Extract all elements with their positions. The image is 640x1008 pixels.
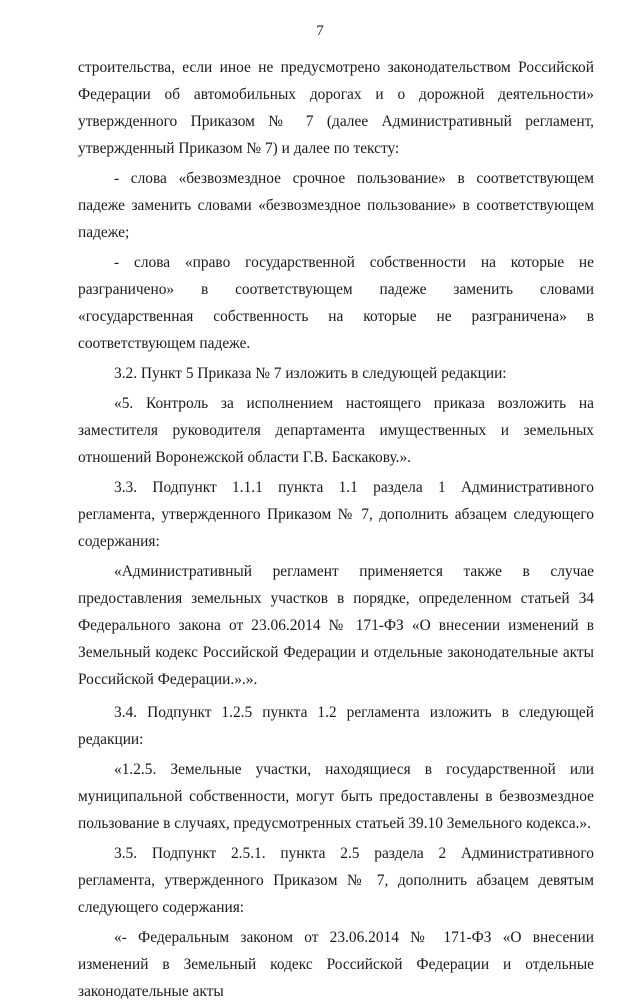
paragraph-7: «Административный регламент применяется также в случае предоставления земельных участков в порядке, определенном статьей 34 Федерального закона от 23.06.2014 № 171-ФЗ «О внесении изменений в Земельный кодекс Российской Федерации и отдельные законодательные акты Российской Федерации.».». [78, 563, 594, 688]
paragraph-8: 3.4. Подпункт 1.2.5 пункта 1.2 регламента изложить в следующей редакции: [78, 704, 594, 748]
paragraph-3: - слова «право государственной собственности на которые не разграничено» в соответствующем падеже заменить словами «государственная собственность на которые не разграничена» в соответствующем падеже. [78, 254, 594, 352]
page-number: 7 [316, 23, 324, 39]
paragraph-11: «- Федеральным законом от 23.06.2014 № 171-ФЗ «О внесении изменений в Земельный кодекс Российской Федерации и отдельные законодательные акты [78, 929, 594, 1000]
paragraph-5: «5. Контроль за исполнением настоящего приказа возложить на заместителя руководителя департамента имущественных и земельных отношений Воронежской области Г.В. Баскакову.». [78, 395, 594, 466]
paragraph-9: «1.2.5. Земельные участки, находящиеся в государственной или муниципальной собственности, могут быть предоставлены в безвозмездное пользование в случаях, предусмотренных статьей 39.10 Земельного кодекса.». [78, 761, 594, 832]
paragraph-10: 3.5. Подпункт 2.5.1. пункта 2.5 раздела 2 Административного регламента, утвержденного Приказом № 7, дополнить абзацем девятым следующего содержания: [78, 845, 594, 916]
paragraph-6: 3.3. Подпункт 1.1.1 пункта 1.1 раздела 1 Административного регламента, утвержденного Приказом № 7, дополнить абзацем следующего содержания: [78, 479, 594, 550]
paragraph-2: - слова «безвозмездное срочное пользование» в соответствующем падеже заменить словами «безвозмездное пользование» в соответствующем падеже; [78, 170, 594, 241]
paragraph-4: 3.2. Пункт 5 Приказа № 7 изложить в следующей редакции: [114, 365, 507, 382]
paragraph-1: строительства, если иное не предусмотрено законодательством Российской Федерации об автомобильных дорогах и о дорожной деятельности» утвержденного Приказом № 7 (далее Административный регламент, утвержденный Приказом № 7) и далее по тексту: [78, 59, 594, 157]
document-body [78, 54, 594, 1008]
